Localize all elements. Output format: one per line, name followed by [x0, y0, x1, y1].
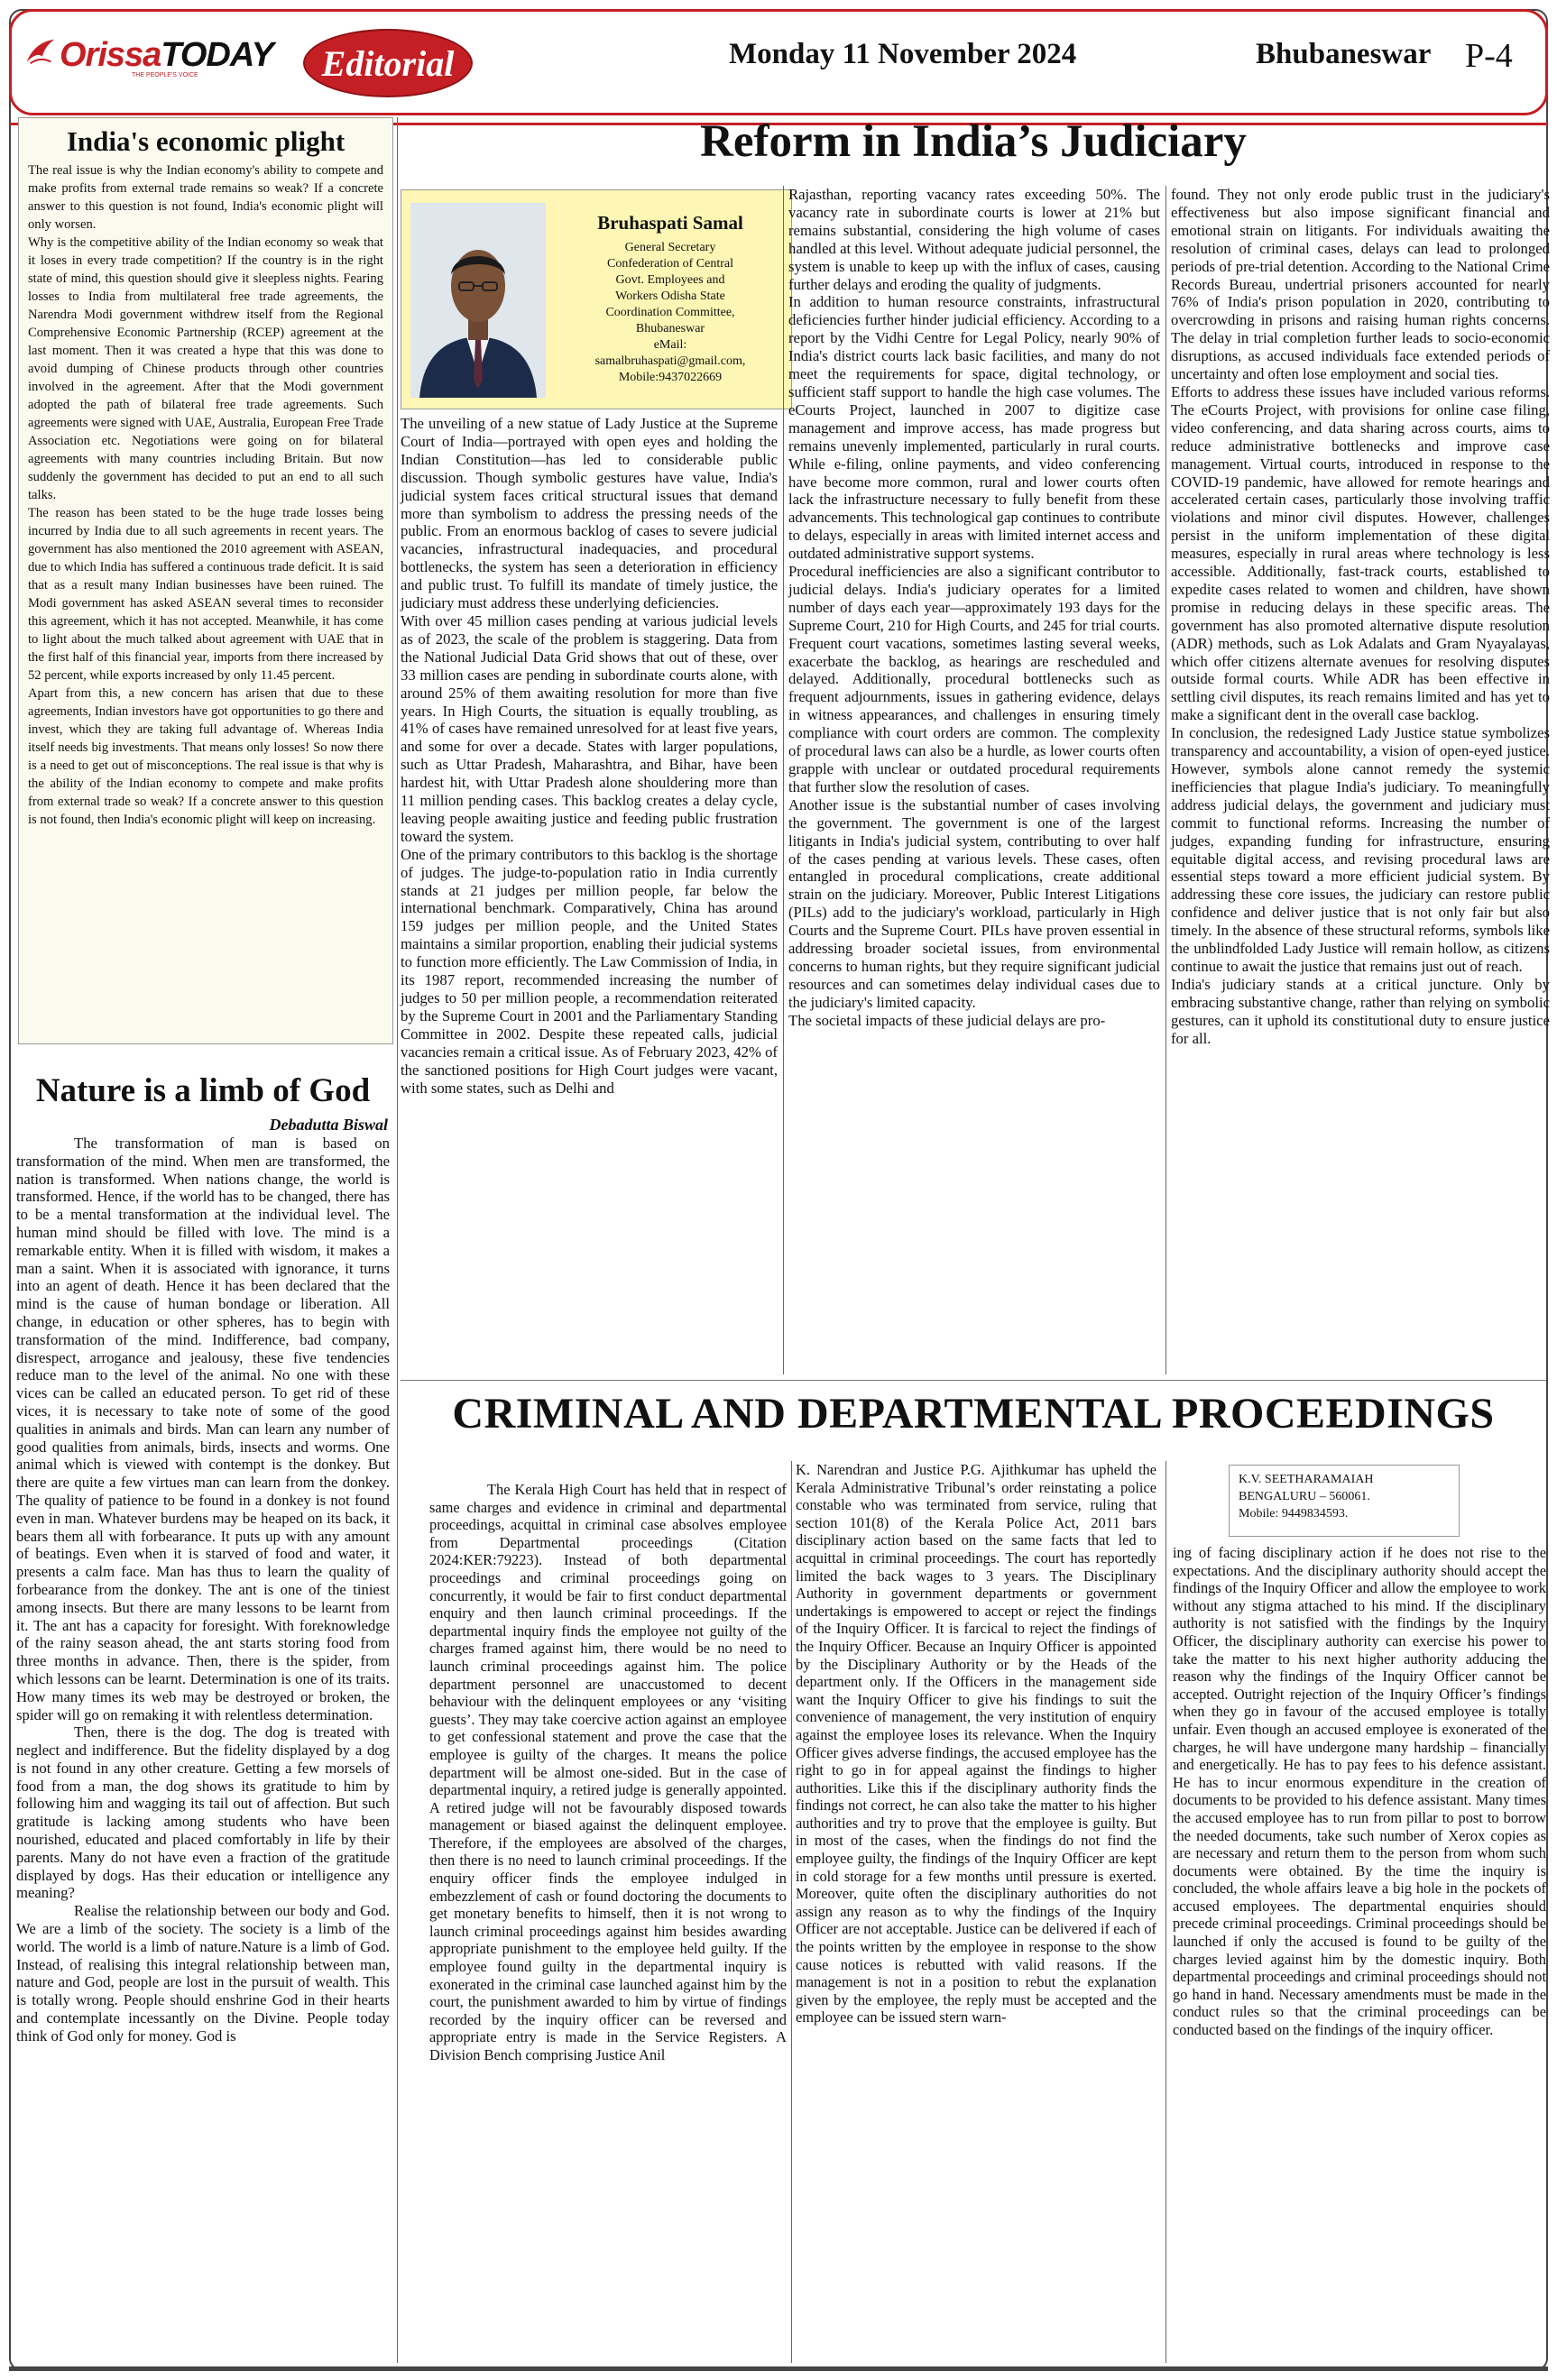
column-divider: [397, 117, 398, 2363]
author-line: Coordination Committee,: [605, 306, 735, 319]
paragraph: Another issue is the substantial number of cases involving the government. The government is one of the largest litigants in India's judicial system, contributing to over half of the cases pending at various levels. These cases, often entangled in procedural complications, create additional strain on the judiciary. Moreover, Public Interest Litigations (PILs) add to the judiciary's workload, particularly in High Courts and the Supreme Court. PILs have proven essential in addressing broader societal issues, from environmental concerns to human rights, but they require significant judicial resources and can sometimes delay individual cases due to the judiciary's limited capacity.: [788, 795, 1160, 1011]
nature-byline: Debadutta Biswal: [269, 1116, 388, 1134]
paragraph: With over 45 million cases pending at various judicial levels as of 2023, the scale of the problem is staggering. Data from the National Judicial Data Grid shows that out of these, over 33 million cases are pending in subordinate courts alone, with around 25% of them awaiting resolution for more than five years. In High Courts, the situation is equally troubling, as 41% of cases have remained unresolved for at least five years, and some for over a decade. States with larger populations, such as Uttar Pradesh, Maharashtra, and Bihar, have been hardest hit, with Uttar Pradesh alone shouldering more than 11 million pending cases. This backlog creates a delay cycle, leaving people awaiting justice and feeding public frustration toward the system.: [401, 611, 778, 845]
paragraph: Realise the relationship between our body and God. We are a limb of the society. The society is a limb of the world. The world is a limb of nature.Nature is a limb of God. Instead, of realising this integral relationship between man, nature and God, people are lost in the pursuit of wealth. This is totally wrong. People should enshrine God in their hearts and contemplate incessantly on the Divine. People today think of God only for money. God is: [16, 1902, 390, 2045]
paragraph: Apart from this, a new concern has arisen that due to these agreements, Indian investors have got opportunities to go there and invest, which they are taking full advantage of. Whereas India itself needs big investments. That means only losses! So now there is a need to get out of misconceptions. The real issue is that why is the ability of the Indian economy to compete and make profits from external trade so weak? If a concrete answer to this question is not found, then India's economic plight will keep on increasing.: [28, 686, 383, 827]
author-city: BENGALURU – 560061.: [1239, 1490, 1370, 1503]
column-divider: [1165, 186, 1166, 1374]
bottom-bar: [9, 2366, 1548, 2371]
paragraph: One of the primary contributors to this backlog is the shortage of judges. The judge-to-population ratio in India currently stands at 21 judges per million people, far below the international benchmark. Comparatively, China has around 159 judges per million people, and the United States maintains a similar proportion, enabling their judicial systems to function more efficiently. The Law Commission of India, in its 1987 report, recommended increasing the number of judges to 50 per million people, a recommendation reiterated by the Supreme Court in 2001 and the Parliamentary Standing Committee in 2002. Despite these repeated calls, judicial vacancies remain a critical issue. As of February 2023, 42% of the sanctioned positions for High Court judges were vacant, with some states, such as Delhi and: [401, 845, 778, 1097]
author-box: [401, 189, 792, 409]
judiciary-column-2: [788, 186, 1160, 1030]
nature-title: Nature is a limb of God: [35, 1072, 371, 1109]
paragraph: Why is the competitive ability of the Indian economy so weak that it loses in every trade competition? If the country is in the right state of mind, this question should give it sleepless nights. Fearing losses to India from multilateral free trade agreements, the Narendra Modi government withdrew itself from the Regional Comprehensive Economic Partnership (RCEP) agreement at the last moment. Then it was created a hype that this was done to avoid dumping of Chinese products through other countries involved in the agreement. After that the Modi government adopted the path of bilateral free trade agreements. Such agreements were signed with UAE, Australia, European Free Trade Association etc. Negotiations were going on for bilateral agreements with many countries including Britain. But now suddenly the government has decided to put an end to all such talks.: [28, 235, 383, 502]
issue-date: Monday 11 November 2024: [729, 38, 1077, 70]
section-badge: Editorial: [303, 29, 473, 97]
logo-suffix: TODAY: [161, 36, 273, 74]
column-divider: [783, 186, 784, 1374]
criminal-column-1: [429, 1481, 787, 2064]
author-line: General Secretary: [624, 241, 716, 254]
author-mobile: Mobile: 9449834593.: [1239, 1507, 1349, 1521]
paragraph: The real issue is why the Indian economy's ability to compete and make profits from external trade remains so weak? If a concrete answer to this question is not found, India's economic plight will only worsen.: [28, 163, 383, 232]
author-email: samalbruhaspati@gmail.com,: [594, 354, 746, 368]
logo-prefix: Orissa: [60, 36, 161, 74]
criminal-author-box: [1229, 1465, 1460, 1537]
economic-plight-box: [18, 117, 393, 1044]
judiciary-headline: Reform in India’s Judiciary: [700, 116, 1247, 167]
paragraph: In conclusion, the redesigned Lady Justice statue symbolizes transparency and accountability, a vision of open-eyed justice. However, symbols alone cannot remedy the systemic inefficiencies that plague India's judiciary. To meaningfully address judicial delays, the government and judiciary must commit to functional reforms. Increasing the number of judges, expanding funding for infrastructure, ensuring equitable digital access, and revising procedural laws are essential steps toward a more efficient judicial system. By addressing these core issues, the judiciary can restore public confidence and deliver justice that is not only fair but also timely. In the absence of these structural reforms, symbols like the unblindfolded Lady Justice will remain hollow, as citizens continue to await the justice that remains just out of reach.: [1171, 724, 1550, 975]
author-line: Workers Odisha State: [615, 289, 725, 303]
nature-body: [16, 1135, 390, 2045]
author-line: Confederation of Central: [607, 257, 733, 271]
column-divider: [1165, 1461, 1166, 2363]
section-rule: [401, 1380, 1546, 1381]
author-portrait-icon: [410, 203, 546, 398]
judiciary-column-3: [1171, 186, 1550, 1048]
logo-tagline: THE PEOPLE'S VOICE: [132, 72, 198, 78]
paragraph: K. Narendran and Justice P.G. Ajithkumar has upheld the Kerala Administrative Tribunal’s order reinstating a police constable who was terminated from service, ruling that section 101(8) of the Kerala Police Act, 2011 bars disciplinary action based on the same facts that led to acquittal in criminal proceedings. The court has reportedly limited the back wages to 3 years. The Disciplinary Authority in government departments or government undertakings is empowered to accept or reject the findings of the Inquiry Officer. It is farcical to reject the findings of the Inquiry Officer. Because an Inquiry Officer is appointed by the Disciplinary Authority or by the Heads of the department only. If the Officers in the management side want the Inquiry Officer to give his findings to suit the convenience of management, the very institution of enquiry against the employee loses its relevance. When the Inquiry Officer gives adverse findings, the accused employee has the right to go in for appeal against the findings to higher authorities. Like this if the disciplinary authority finds the findings not correct, he can also take the matter to his higher authorities and try to prove that the employee is guilty. But in most of the cases, when the findings do not find the employee guilty, the findings of the Inquiry Officer are kept in cold storage for a few months until pressure is exerted. Moreover, quite often the disciplinary authorities do not assign any reason as to why the findings of the Inquiry Officer are not acceptable. Justice can be delivered if each of the points written by the employee in response to the show cause notices is rebutted with valid reasons. If the management is not in a position to rebut the explanation given by the employee, the reply must be accepted and the employee can be issued stern warn-: [796, 1461, 1156, 2026]
paragraph: Efforts to address these issues have included various reforms. The eCourts Project, with provisions for online case filing, video conferencing, and data sharing across courts, aims to reduce administrative bottlenecks and improve case management. Virtual courts, introduced in response to the COVID-19 pandemic, have allowed for remote hearings and accelerated certain cases, particularly those involving traffic violations and minor civil disputes. However, challenges persist in the uniform implementation of these digital measures, especially in rural areas where technology is less accessible. Additionally, fast-track courts, established to expedite cases related to women and children, have shown promise in reducing delays in these specific areas. The government has also promoted alternative dispute resolution (ADR) methods, such as Lok Adalats and Gram Nyayalayas, which offer citizens alternate avenues for resolving disputes outside formal courts. While ADR has been effective in settling civil disputes, its reach remains limited and has yet to make a significant dent in the overall case backlog.: [1171, 382, 1550, 724]
paragraph: The societal impacts of these judicial delays are pro-: [788, 1011, 1106, 1029]
judiciary-column-1: [401, 415, 778, 1097]
criminal-column-3: [1173, 1544, 1546, 2039]
paragraph: ing of facing disciplinary action if he does not rise to the expectations. And the disciplinary authority should accept the findings of the Inquiry Officer and allow the employee to work without any stigma attached to his mind. If the disciplinary authority is not satisfied with the findings by the Inquiry Officer, the disciplinary authority can exercise his power to take the matter to his next higher authority adducing the reason why the findings of the Inquiry Officer cannot be accepted. Outright rejection of the Inquiry Officer’s findings when they go in favour of the accused employee is totally unfair. Even though an accused employee is exonerated of the charges, he will have undergone many hardship – financially and energetically. He has to pay fees to his defence assistant. He has to incur enormous expenditure in the creation of documents to be provided to his defence assistant. Many times the accused employee has to run from pillar to post to borrow the needed documents, take such number of Xerox copies as are necessary and return them to the person from whom such documents were obtained. By the time the inquiry is concluded, the whole affairs leave a big hole in the pockets of accused employees. The departmental enquiries should precede criminal proceedings. Criminal proceedings should be launched if only the accused is found to be guilty of the charges levied against him by the domestic inquiry. Both departmental proceedings and criminal proceedings should not go hand in hand. Necessary amendments must be made in the conduct rules so that the criminal proceedings can be conducted based on the findings of the inquiry officer.: [1173, 1544, 1546, 2039]
edition-city: Bhubaneswar: [1256, 38, 1432, 70]
economic-plight-title: India's economic plight: [66, 125, 345, 157]
criminal-headline: CRIMINAL AND DEPARTMENTAL PROCEEDINGS: [452, 1390, 1495, 1438]
author-mobile: Mobile:9437022669: [618, 371, 723, 384]
economic-plight-body: [19, 161, 392, 829]
orissa-today-logo: [23, 36, 273, 90]
author-line: Bhubaneswar: [635, 322, 705, 335]
nature-article: [16, 1071, 390, 2045]
paragraph: found. They not only erode public trust in the judiciary's effectiveness but also impose significant financial and emotional strain on litigants. For individuals awaiting the resolution of criminal cases, delays can lead to prolonged periods of pre-trial detention. According to the National Crime Records Bureau, undertrial prisoners accounted for nearly 76% of India's prison population in 2020, contributing to overcrowding in prisons and raising human rights concerns. The delay in trial completion further leads to socio-economic disruptions, as accused individuals face extended periods of uncertainty and often lose employment and social ties.: [1171, 186, 1550, 383]
author-info: [555, 212, 786, 386]
paragraph: The reason has been stated to be the huge trade losses being incurred by India due to all such agreements in recent years. The government has also mentioned the 2010 agreement with ASEAN, due to which India has suffered a continuous trade deficit. It is said that as a result many Indian businesses have been ruined. The Modi government has asked ASEAN several times to reconsider this agreement, which it has not accepted. Meanwhile, it has come to light about the much talked about agreement with UAE that in the first half of this financial year, imports from there increased by 52 percent, while exports increased by only 11.45 percent.: [28, 506, 383, 683]
criminal-column-2: [796, 1461, 1156, 2026]
paragraph: The transformation of man is based on transformation of the mind. When men are transformed, the nation is transformed. When nations change, the world is transformed. Hence, if the world has to be changed, there has to be a mental transformation at the individual level. The human mind should be filled with love. The mind is a remarkable entity. When it is filled with wisdom, it makes a man a saint. When it is associated with ignorance, it turns into an agent of death. Hence it has been declared that the mind is the cause of human bondage or liberation. All change, in education or other spheres, has to begin with transformation of the mind. Indifference, bad company, disrespect, arrogance and jealousy, these five tendencies reduce man to the level of the animal. No one with these vices can be called an educated person. To get rid of these vices, it is necessary to take note of some of the good qualities in animals and birds. Man can learn any number of good qualities from animals, birds, insects and worms. One animal which is viewed with contempt is the donkey. But there are quite a few virtues man can learn from the donkey. The quality of patience to be found in a donkey is not found even in man. Whatever burdens may be heaped on its back, it bears them all with forbearance. It puts up with any amount of beatings. Even when it is starved of food and water, it presents a calm face. Man has thus to learn the quality of forbearance from the donkey. The ant is one of the tiniest among insects. But there are many lessons to be learnt from it. The ant has a capacity for foresight. With foreknowledge of the rainy season ahead, the ant starts storing food from three months in advance. Then, there is the spider, from which lessons can be learnt. Determination is one of its traits. How many times its web may be destroyed or broken, the spider will go on remaking it with relentless determination.: [16, 1135, 390, 1723]
author-line: eMail:: [653, 338, 687, 352]
column-divider: [791, 1461, 792, 2363]
page-number: P-4: [1465, 37, 1513, 75]
paragraph: India's judiciary stands at a critical juncture. Only by embracing substantive change, rather than relying on symbolic gestures, can it uphold its constitutional duty to ensure justice for all.: [1171, 975, 1550, 1047]
paragraph: Procedural inefficiencies are also a significant contributor to judicial delays. India's judiciary operates for a limited number of days each year—approximately 193 days for the Supreme Court, 210 for High Courts, and 245 for trial courts. Frequent court vacations, sometimes lasting several weeks, exacerbate the backlog, as hearings are rescheduled and delayed. Additionally, procedural bottlenecks such as frequent adjournments, issues in gathering evidence, delays in witness appearances, and challenges in ensuring timely compliance with court orders are common. The complexity of procedural laws can also be a hurdle, as lower courts often grapple with unclear or outdated procedural requirements that further slow the resolution of cases.: [788, 563, 1160, 795]
author-name: K.V. SEETHARAMAIAH: [1239, 1473, 1374, 1486]
paragraph: Then, there is the dog. The dog is treated with neglect and indifference. But the fidelity displayed by a dog is not found in any other creature. Getting a few morsels of food from a man, the dog shows its gratitude to him by following him and wagging its tail out of affection. But such gratitude is lacking among students who have been nourished, educated and placed comfortably in life by their parents. Many do not have even a fraction of the gratitude displayed by dogs. Has their education or intelligence any meaning?: [16, 1723, 390, 1902]
paragraph: Rajasthan, reporting vacancy rates exceeding 50%. The vacancy rate in subordinate courts is lower at 21% but remains substantial, considering the high volume of cases handled at this level. Without adequate judicial personnel, the system is unable to keep up with the influx of cases, causing further delays and eroding the quality of judgments.: [788, 186, 1160, 293]
paragraph: The Kerala High Court has held that in respect of same charges and evidence in criminal and departmental proceedings, acquittal in criminal case absolves employee from Departmental proceedings (Citation 2024:KER:79223). Instead of both departmental proceedings and criminal proceedings going on concurrently, it would be fair to first conduct departmental enquiry and then launch criminal proceedings. If the departmental inquiry finds the employee not guilty of the charges framed against him, there would be no need to launch criminal proceedings against him. The police department personnel are unaccustomed to decent behaviour with the delinquent employees or any ‘visiting guests’. They may take coercive action against an employee to get confessional statement and prove the case that the employee is guilty of the charges. It means the police department will be almost one-sided. But in the case of departmental inquiry, a retired judge is generally appointed. A retired judge will not be favourably disposed towards management or biased against the delinquent employee. Therefore, if the employees are absolved of the charges, then there is no need to launch criminal proceedings. If the enquiry officer finds the employee indulged in embezzlement of cash or found doctoring the documents to get monetary benefits to himself, then it is not wrong to launch criminal proceedings against him besides awarding appropriate punishment to the employee held guilty. If the employee found guilty in the departmental inquiry is exonerated in the criminal case launched against him by the court, the punishment awarded to him by virtue of findings recorded by the inquiry officer can be reversed and appropriate entry is made in the Service Registers. A Division Bench comprising Justice Anil: [429, 1481, 787, 2063]
paragraph: In addition to human resource constraints, infrastructural deficiencies further hinder judicial efficiency. According to a report by the Vidhi Centre for Legal Policy, nearly 90% of India's district courts lack basic facilities, and many do not meet the requirements for space, digital technology, or sufficient staff support to handle the high case volumes. The eCourts Project, launched in 2007 to digitize case management and improve access, has made progress but remains unevenly implemented, particularly in rural courts. While e-filing, online payments, and video conferencing have become more common, rural and lower courts often lack the infrastructure necessary to fully benefit from these advancements. This technological gap continues to contribute to delays, especially in areas with limited internet access and outdated administrative support systems.: [788, 293, 1160, 563]
author-line: Govt. Employees and: [615, 273, 725, 287]
paragraph: The unveiling of a new statue of Lady Justice at the Supreme Court of India—portrayed with open eyes and holding the Indian Constitution—has led to considerable public discussion. Though symbolic gestures have value, India's judicial system faces critical structural issues that demand more than symbolism to address the pressing needs of the public. From an enormous backlog of cases to severe judicial vacancies, infrastructural inadequacies, and procedural bottlenecks, the system has seen a deterioration in efficiency and public trust. To fulfill its mandate of timely justice, the judiciary must address these underlying deficiencies.: [401, 415, 778, 612]
author-photo: [410, 203, 546, 398]
bird-logo-icon: [23, 36, 58, 70]
author-name: Bruhaspati Samal: [597, 212, 743, 234]
